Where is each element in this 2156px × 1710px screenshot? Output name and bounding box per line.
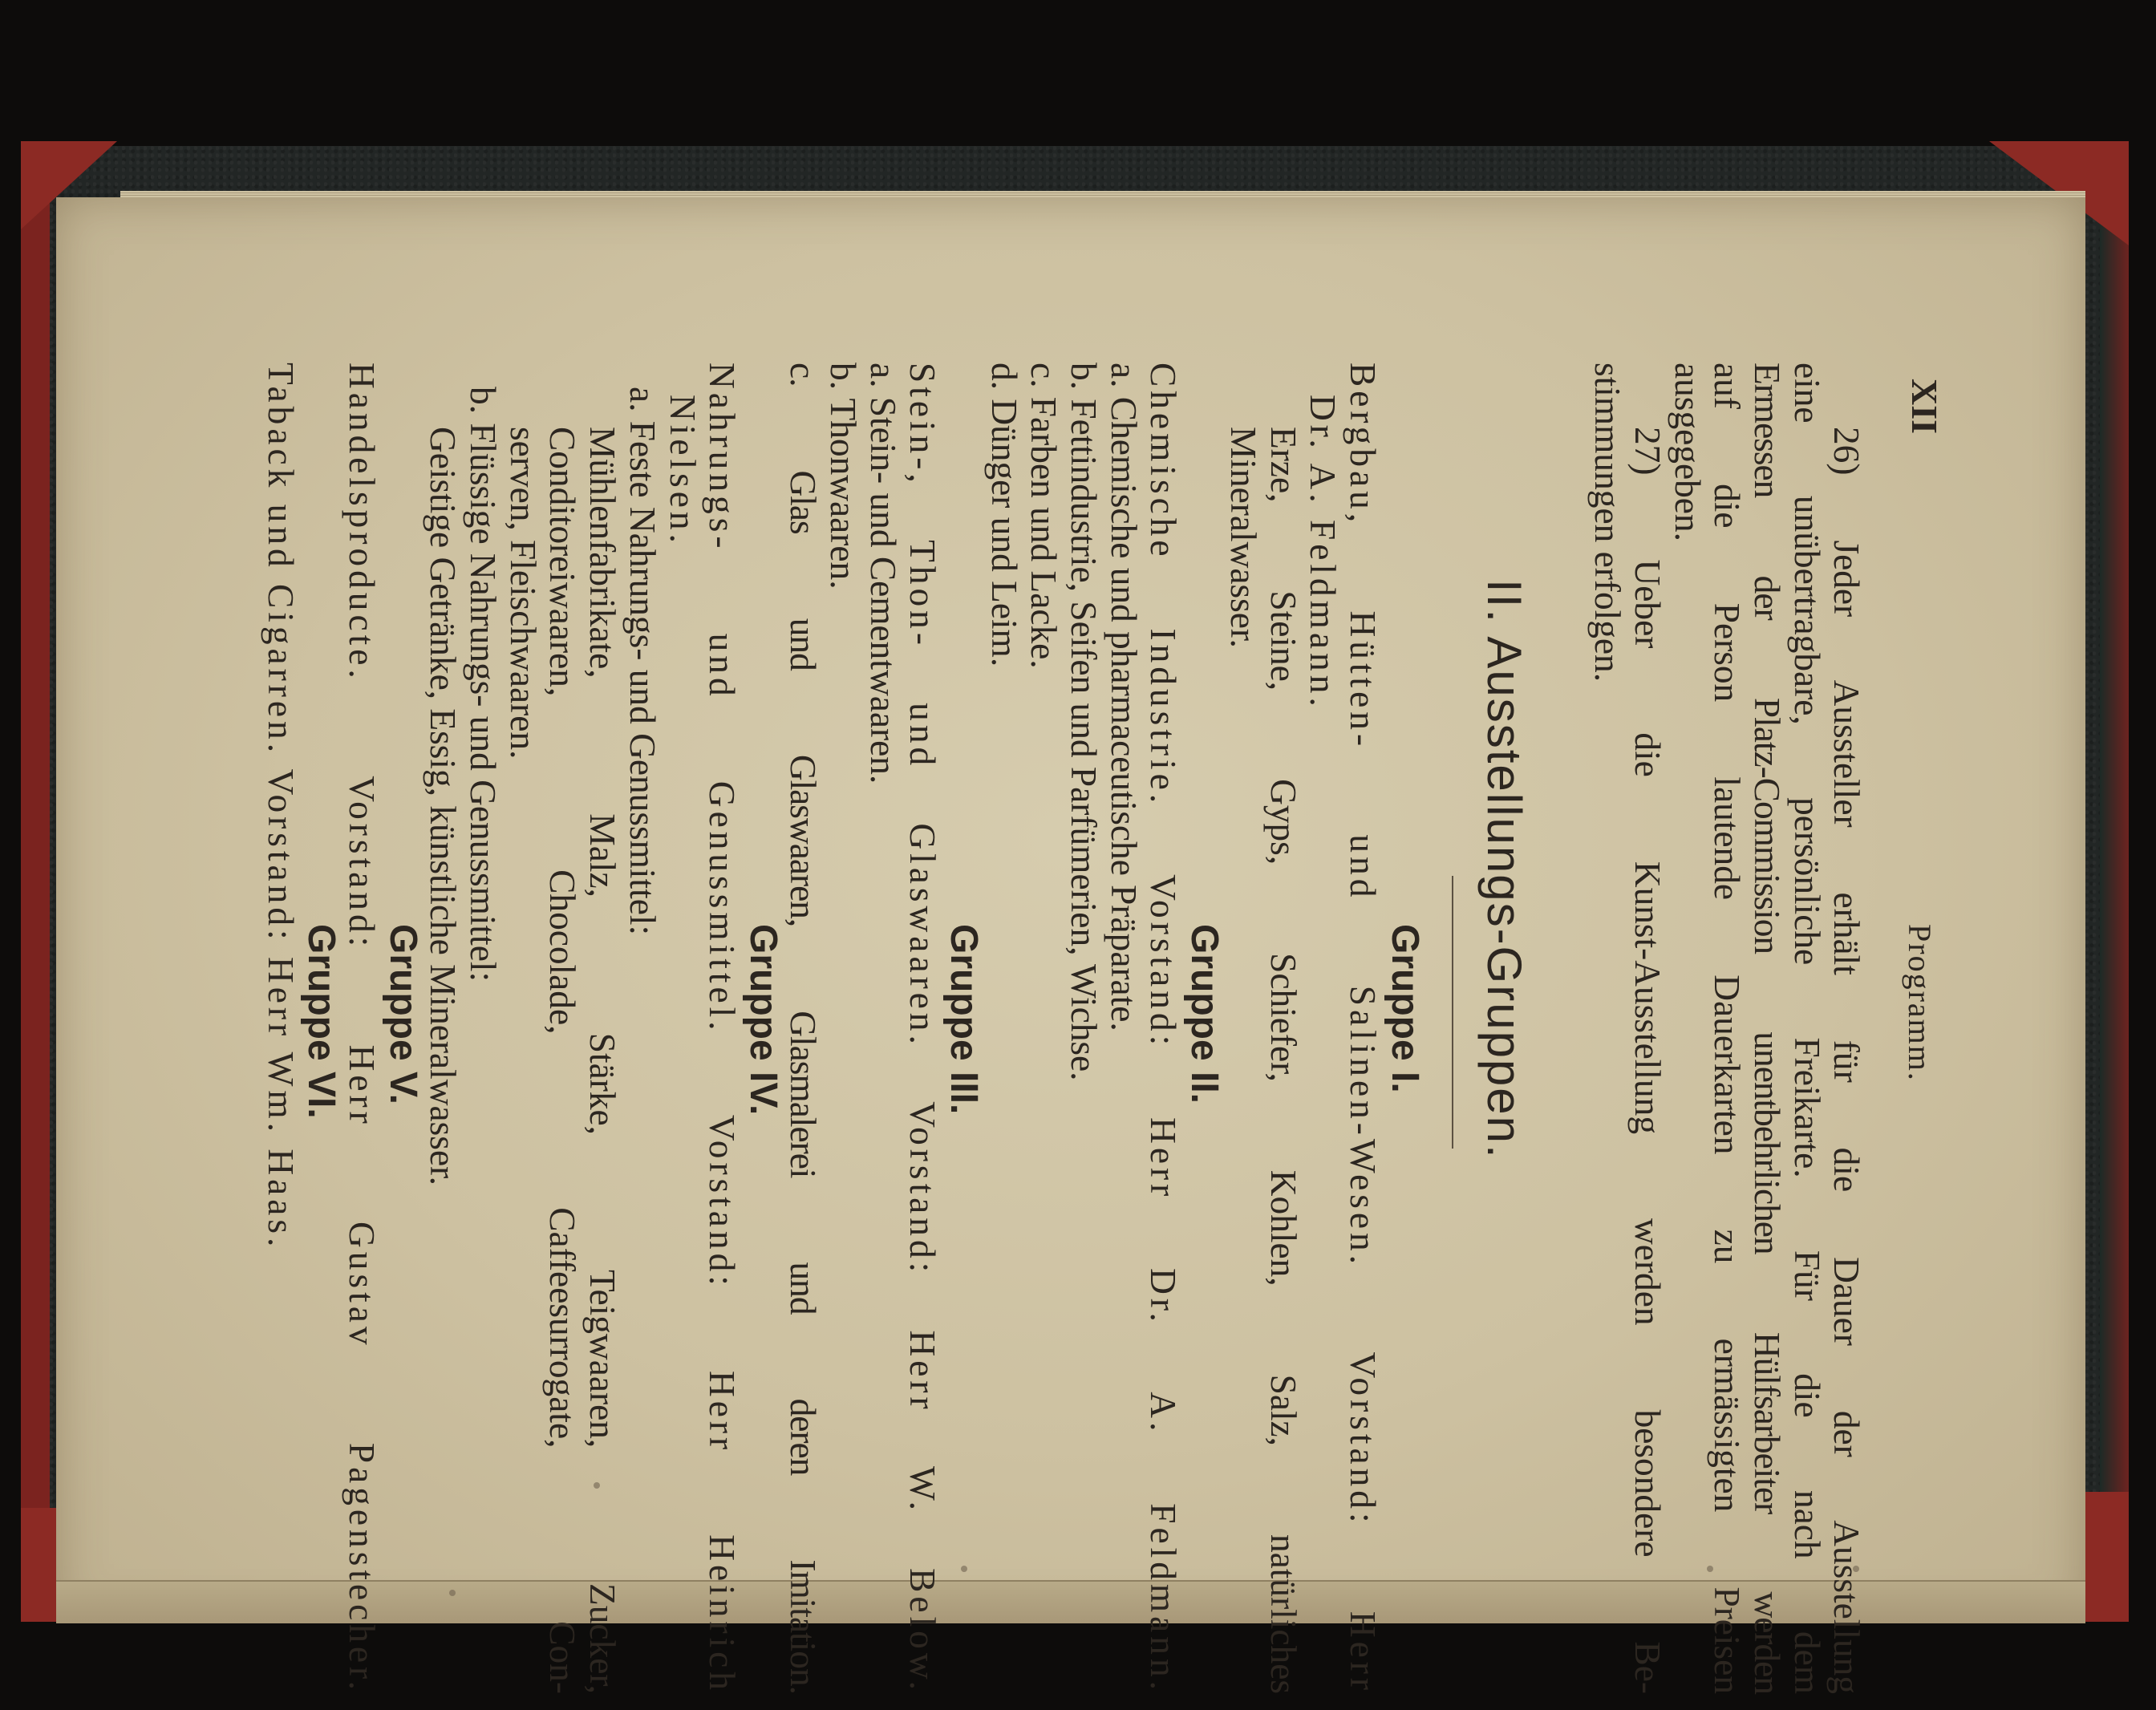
para-27-line-2: stimmungen erfolgen. (1587, 363, 1628, 683)
group-6-line-1: Taback und Cigarren. Vorstand: Herr Wm. Haas. (261, 363, 301, 1251)
page-text-continued (244, 363, 1944, 1710)
para-26-line-3: Ermessen der Platz-Commission unentbehrlichen Hülfsarbeiter werden (1747, 363, 1787, 1694)
group-1-line-3: Erze, Steine, Gyps, Schiefer, Kohlen, Salz, natürliches (1262, 427, 1303, 1694)
group-4-line-5: Conditoreiwaaren, Chocolade, Caffeesurrogate, Con- (542, 427, 583, 1694)
running-title: Programm. (1902, 924, 1938, 1082)
group-3-line-1: Stein-, Thon- und Glaswaaren. Vorstand: Herr W. Below. (902, 363, 943, 1694)
binding-edge-left (21, 201, 50, 1622)
para-27-line-1: 27) Ueber die Kunst-Ausstellung werden besondere Be- (1627, 427, 1668, 1694)
group-4-line-7: b. Flüssige Nahrungs- und Genussmittel: (463, 387, 504, 983)
group-4-line-6: serven, Fleischwaaren. (502, 427, 543, 760)
group-3-line-3: b. Thonwaaren. (823, 363, 864, 590)
binding-edge-right (2100, 201, 2129, 1622)
group-4-line-4: Mühlenfabrikate, Malz, Stärke, Teigwaaren, Zucker, (582, 427, 623, 1694)
group-2-title: Gruppe II. (1182, 924, 1226, 1104)
group-2-line-3: b. Fettindustrie, Seifen und Parfümerien, Wichse. (1064, 363, 1104, 1081)
group-4-line-2: Nielsen. (662, 395, 703, 547)
group-2-line-4: c. Farben und Lacke. (1023, 363, 1064, 669)
group-6-title: Gruppe VI. (300, 924, 343, 1119)
group-2-line-2: a. Chemische und pharmaceutische Präparate. (1103, 363, 1144, 1031)
group-3-title: Gruppe III. (942, 924, 985, 1115)
group-1-title: Gruppe I. (1384, 924, 1427, 1093)
group-5-line-1: Handelsproducte. Vorstand: Herr Gustav Pagenstecher. (342, 363, 383, 1694)
para-26-line-4: auf die Person lautende Dauerkarten zu ermässigten Preisen (1707, 363, 1748, 1694)
group-4-line-3: a. Feste Nahrungs- und Genussmittel: (622, 387, 663, 936)
leather-corner-bottom-right (2085, 1492, 2129, 1622)
section-title: II. Ausstellungs-Gruppen. (1477, 579, 1532, 1160)
group-3-line-4: c. Glas und Glaswaaren, Glasmalerei und deren Imitation. (783, 363, 824, 1694)
group-1-line-1: Bergbau, Hütten- und Salinen-Wesen. Vorstand: Herr (1342, 363, 1383, 1694)
group-5-title: Gruppe V. (381, 924, 424, 1104)
group-2-line-5: d. Dünger und Leim. (983, 363, 1024, 667)
group-1-line-2: Dr. A. Feldmann. (1303, 395, 1343, 711)
group-1-line-4: Mineralwasser. (1222, 427, 1263, 648)
group-3-line-2: a. Stein- und Cementwaaren. (862, 363, 903, 784)
group-2-line-1: Chemische Industrie. Vorstand: Herr Dr. A. Feldmann. (1143, 363, 1184, 1694)
para-26-line-5: ausgegeben. (1667, 363, 1708, 541)
group-4-line-8: Geistige Getränke, Essig, künstliche Mineralwasser. (423, 427, 464, 1186)
group-4-title: Gruppe IV. (741, 924, 784, 1116)
page-number: XII (1904, 379, 1945, 435)
para-26-line-2: eine unübertragbare, persönliche Freikarte. Für die nach dem (1786, 363, 1827, 1694)
group-4-line-1: Nahrungs- und Genussmittel. Vorstand: Herr Heinrich (702, 363, 743, 1694)
para-26-line-1: 26) Jeder Aussteller erhält für die Dauer der Ausstellung (1826, 427, 1867, 1694)
